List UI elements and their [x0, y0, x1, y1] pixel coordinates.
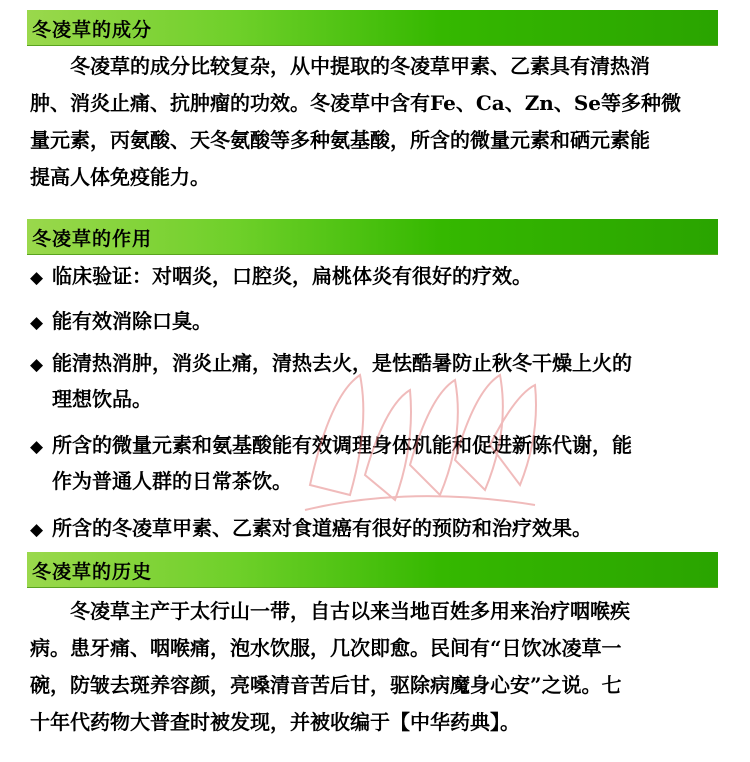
section-header-effects: [27, 219, 718, 255]
section-title-history: 冬凌草的历史: [32, 561, 153, 583]
diamond-bullet-icon: ◆: [30, 520, 44, 540]
paragraph-line: 量元素，丙氨酸、天冬氨酸等多种氨基酸，所含的微量元素和硒元素能: [30, 128, 650, 152]
history-paragraph: [30, 593, 730, 741]
diamond-bullet-icon: ◆: [30, 355, 44, 375]
paragraph-line: 冬凌草主产于太行山一带，自古以来当地百姓多用来治疗咽喉疾: [30, 599, 630, 623]
bullet-text: 所含的冬凌草甲素、乙素对食道癌有很好的预防和治疗效果。: [52, 516, 592, 540]
bullet-continuation: 理想饮品。: [52, 387, 152, 411]
effect-bullet-item: [30, 259, 730, 295]
composition-paragraph: [30, 48, 730, 196]
section-header-composition: [27, 10, 718, 46]
bullet-continuation: 作为普通人群的日常茶饮。: [52, 469, 292, 493]
effect-bullet-item: [30, 428, 730, 498]
paragraph-line: 提高人体免疫能力。: [30, 165, 210, 189]
diamond-bullet-icon: ◆: [30, 437, 44, 457]
section-header-history: [27, 552, 718, 588]
diamond-bullet-icon: ◆: [30, 268, 44, 288]
bullet-text: 临床验证：对咽炎，口腔炎，扁桃体炎有很好的疗效。: [52, 264, 532, 288]
paragraph-line: 碗，防皱去斑养容颜，亮嗓清音苦后甘，驱除病魔身心安”之说。七: [30, 673, 622, 697]
paragraph-line: 病。患牙痛、咽喉痛，泡水饮服，几次即愈。民间有“日饮冰凌草一: [30, 636, 622, 660]
paragraph-line: 冬凌草的成分比较复杂，从中提取的冬凌草甲素、乙素具有清热消: [30, 54, 650, 78]
effect-bullet-item: [30, 511, 730, 547]
paragraph-line: 十年代药物大普查时被发现，并被收编于【中华药典】。: [30, 710, 520, 734]
diamond-bullet-icon: ◆: [30, 313, 44, 333]
section-title-effects: 冬凌草的作用: [32, 228, 153, 250]
bullet-text: 所含的微量元素和氨基酸能有效调理身体机能和促进新陈代谢，能: [52, 433, 632, 457]
bullet-text: 能清热消肿，消炎止痛，清热去火，是怯酷暑防止秋冬干燥上火的: [52, 351, 632, 375]
effect-bullet-item: [30, 304, 730, 340]
effect-bullet-item: [30, 346, 730, 416]
paragraph-line: 肿、消炎止痛、抗肿瘤的功效。冬凌草中含有Fe、Ca、Zn、Se等多种微: [30, 91, 682, 115]
section-title-composition: 冬凌草的成分: [32, 19, 153, 41]
bullet-text: 能有效消除口臭。: [52, 309, 212, 333]
